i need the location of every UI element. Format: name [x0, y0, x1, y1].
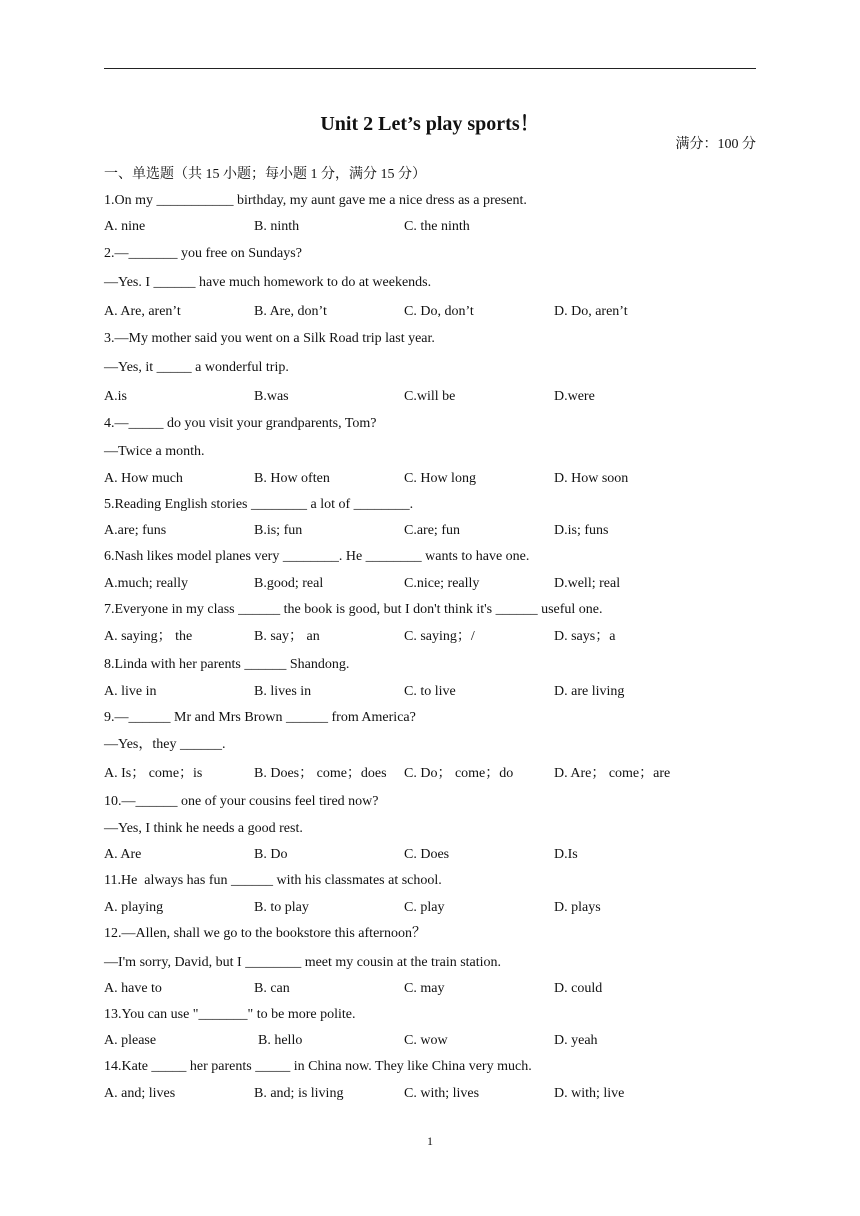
question-2-option-c: C. Do, don’t — [404, 304, 474, 319]
question-12-option-a: A. have to — [104, 981, 162, 996]
question-12-reply: —I'm sorry, David, but I ________ meet my cousin at the train station. — [104, 955, 502, 970]
question-8-option-d: D. are living — [554, 684, 625, 699]
question-5-option-d: D.is; funs — [554, 523, 609, 538]
question-5-option-b: B.is; fun — [254, 523, 303, 538]
question-13-option-c: C. wow — [404, 1033, 448, 1048]
question-10-stem: 10.—______ one of your cousins feel tired now? — [104, 794, 379, 809]
question-8-option-c: C. to live — [404, 684, 456, 699]
question-10-option-b: B. Do — [254, 847, 288, 862]
question-14-stem: 14.Kate _____ her parents _____ in China now. They like China very much. — [104, 1059, 532, 1074]
question-9-option-b: B. Does； come；does — [254, 766, 387, 781]
question-8-option-b: B. lives in — [254, 684, 312, 699]
question-1-option-c: C. the ninth — [404, 219, 470, 234]
question-4-option-a: A. How much — [104, 471, 183, 486]
question-14-option-b: B. and; is living — [254, 1086, 344, 1101]
question-4-option-d: D. How soon — [554, 471, 629, 486]
question-6-stem: 6.Nash likes model planes very ________. He ________ wants to have one. — [104, 549, 530, 564]
question-13-option-d: D. yeah — [554, 1033, 598, 1048]
question-9-reply: —Yes，they ______. — [104, 737, 226, 752]
question-3-option-b: B.was — [254, 389, 289, 404]
question-14-option-c: C. with; lives — [404, 1086, 480, 1101]
question-1-option-a: A. nine — [104, 219, 146, 234]
question-9-option-a: A. Is； come；is — [104, 766, 203, 781]
question-7-option-d: D. says；a — [554, 629, 616, 644]
question-11-stem: 11.He always has fun ______ with his classmates at school. — [104, 873, 442, 888]
question-6-option-d: D.well; real — [554, 576, 621, 591]
question-12-option-d: D. could — [554, 981, 603, 996]
question-7-option-a: A. saying； the — [104, 629, 193, 644]
question-10-option-d: D.Is — [554, 847, 578, 862]
question-10-option-a: A. Are — [104, 847, 142, 862]
question-7-option-b: B. say； an — [254, 629, 320, 644]
question-11-option-d: D. plays — [554, 900, 601, 915]
question-3-reply: —Yes, it _____ a wonderful trip. — [104, 360, 289, 375]
question-2-option-d: D. Do, aren’t — [554, 304, 628, 319]
question-3-option-c: C.will be — [404, 389, 456, 404]
question-4-option-b: B. How often — [254, 471, 330, 486]
question-1-option-b: B. ninth — [254, 219, 300, 234]
question-9-stem: 9.—______ Mr and Mrs Brown ______ from America? — [104, 710, 416, 725]
question-3-stem: 3.—My mother said you went on a Silk Road trip last year. — [104, 331, 435, 346]
header-rule — [104, 68, 756, 69]
question-2-reply: —Yes. I ______ have much homework to do at weekends. — [104, 275, 432, 290]
question-10-reply: —Yes, I think he needs a good rest. — [104, 821, 303, 836]
question-8-option-a: A. live in — [104, 684, 157, 699]
question-4-option-c: C. How long — [404, 471, 476, 486]
question-5-option-c: C.are; fun — [404, 523, 460, 538]
section-title: 一、单选题（共 15 小题；每小题 1 分，满分 15 分） — [104, 167, 426, 182]
question-5-stem: 5.Reading English stories ________ a lot of ________. — [104, 497, 414, 512]
question-10-option-c: C. Does — [404, 847, 450, 862]
question-11-option-a: A. playing — [104, 900, 164, 915]
question-7-stem: 7.Everyone in my class ______ the book is good, but I don't think it's ______ useful one. — [104, 602, 603, 617]
question-12-option-b: B. can — [254, 981, 290, 996]
question-13-option-a: A. please — [104, 1033, 157, 1048]
question-9-option-c: C. Do； come；do — [404, 766, 514, 781]
question-5-option-a: A.are; funs — [104, 523, 167, 538]
question-12-stem: 12.—Allen, shall we go to the bookstore this afternoon？ — [104, 926, 426, 941]
question-11-option-b: B. to play — [254, 900, 309, 915]
question-14-option-d: D. with; live — [554, 1086, 625, 1101]
question-1-stem: 1.On my ___________ birthday, my aunt gave me a nice dress as a present. — [104, 193, 527, 208]
full-score: 满分：100 分 — [675, 137, 756, 152]
question-7-option-c: C. saying；/ — [404, 629, 475, 644]
question-4-reply: —Twice a month. — [104, 444, 205, 459]
question-3-option-d: D.were — [554, 389, 595, 404]
question-3-option-a: A.is — [104, 389, 127, 404]
question-2-option-b: B. Are, don’t — [254, 304, 327, 319]
question-13-stem: 13.You can use "_______" to be more polite. — [104, 1007, 356, 1022]
page-title: Unit 2 Let’s play sports！ — [320, 113, 540, 135]
question-6-option-c: C.nice; really — [404, 576, 480, 591]
question-12-option-c: C. may — [404, 981, 445, 996]
question-4-stem: 4.—_____ do you visit your grandparents, Tom? — [104, 416, 377, 431]
question-2-option-a: A. Are, aren’t — [104, 304, 181, 319]
question-13-option-b: B. hello — [258, 1033, 303, 1048]
question-8-stem: 8.Linda with her parents ______ Shandong. — [104, 657, 350, 672]
question-6-option-a: A.much; really — [104, 576, 188, 591]
page-number: 1 — [427, 1134, 433, 1148]
question-2-stem: 2.—_______ you free on Sundays? — [104, 246, 302, 261]
question-6-option-b: B.good; real — [254, 576, 324, 591]
question-11-option-c: C. play — [404, 900, 445, 915]
question-9-option-d: D. Are； come；are — [554, 766, 671, 781]
question-14-option-a: A. and; lives — [104, 1086, 176, 1101]
